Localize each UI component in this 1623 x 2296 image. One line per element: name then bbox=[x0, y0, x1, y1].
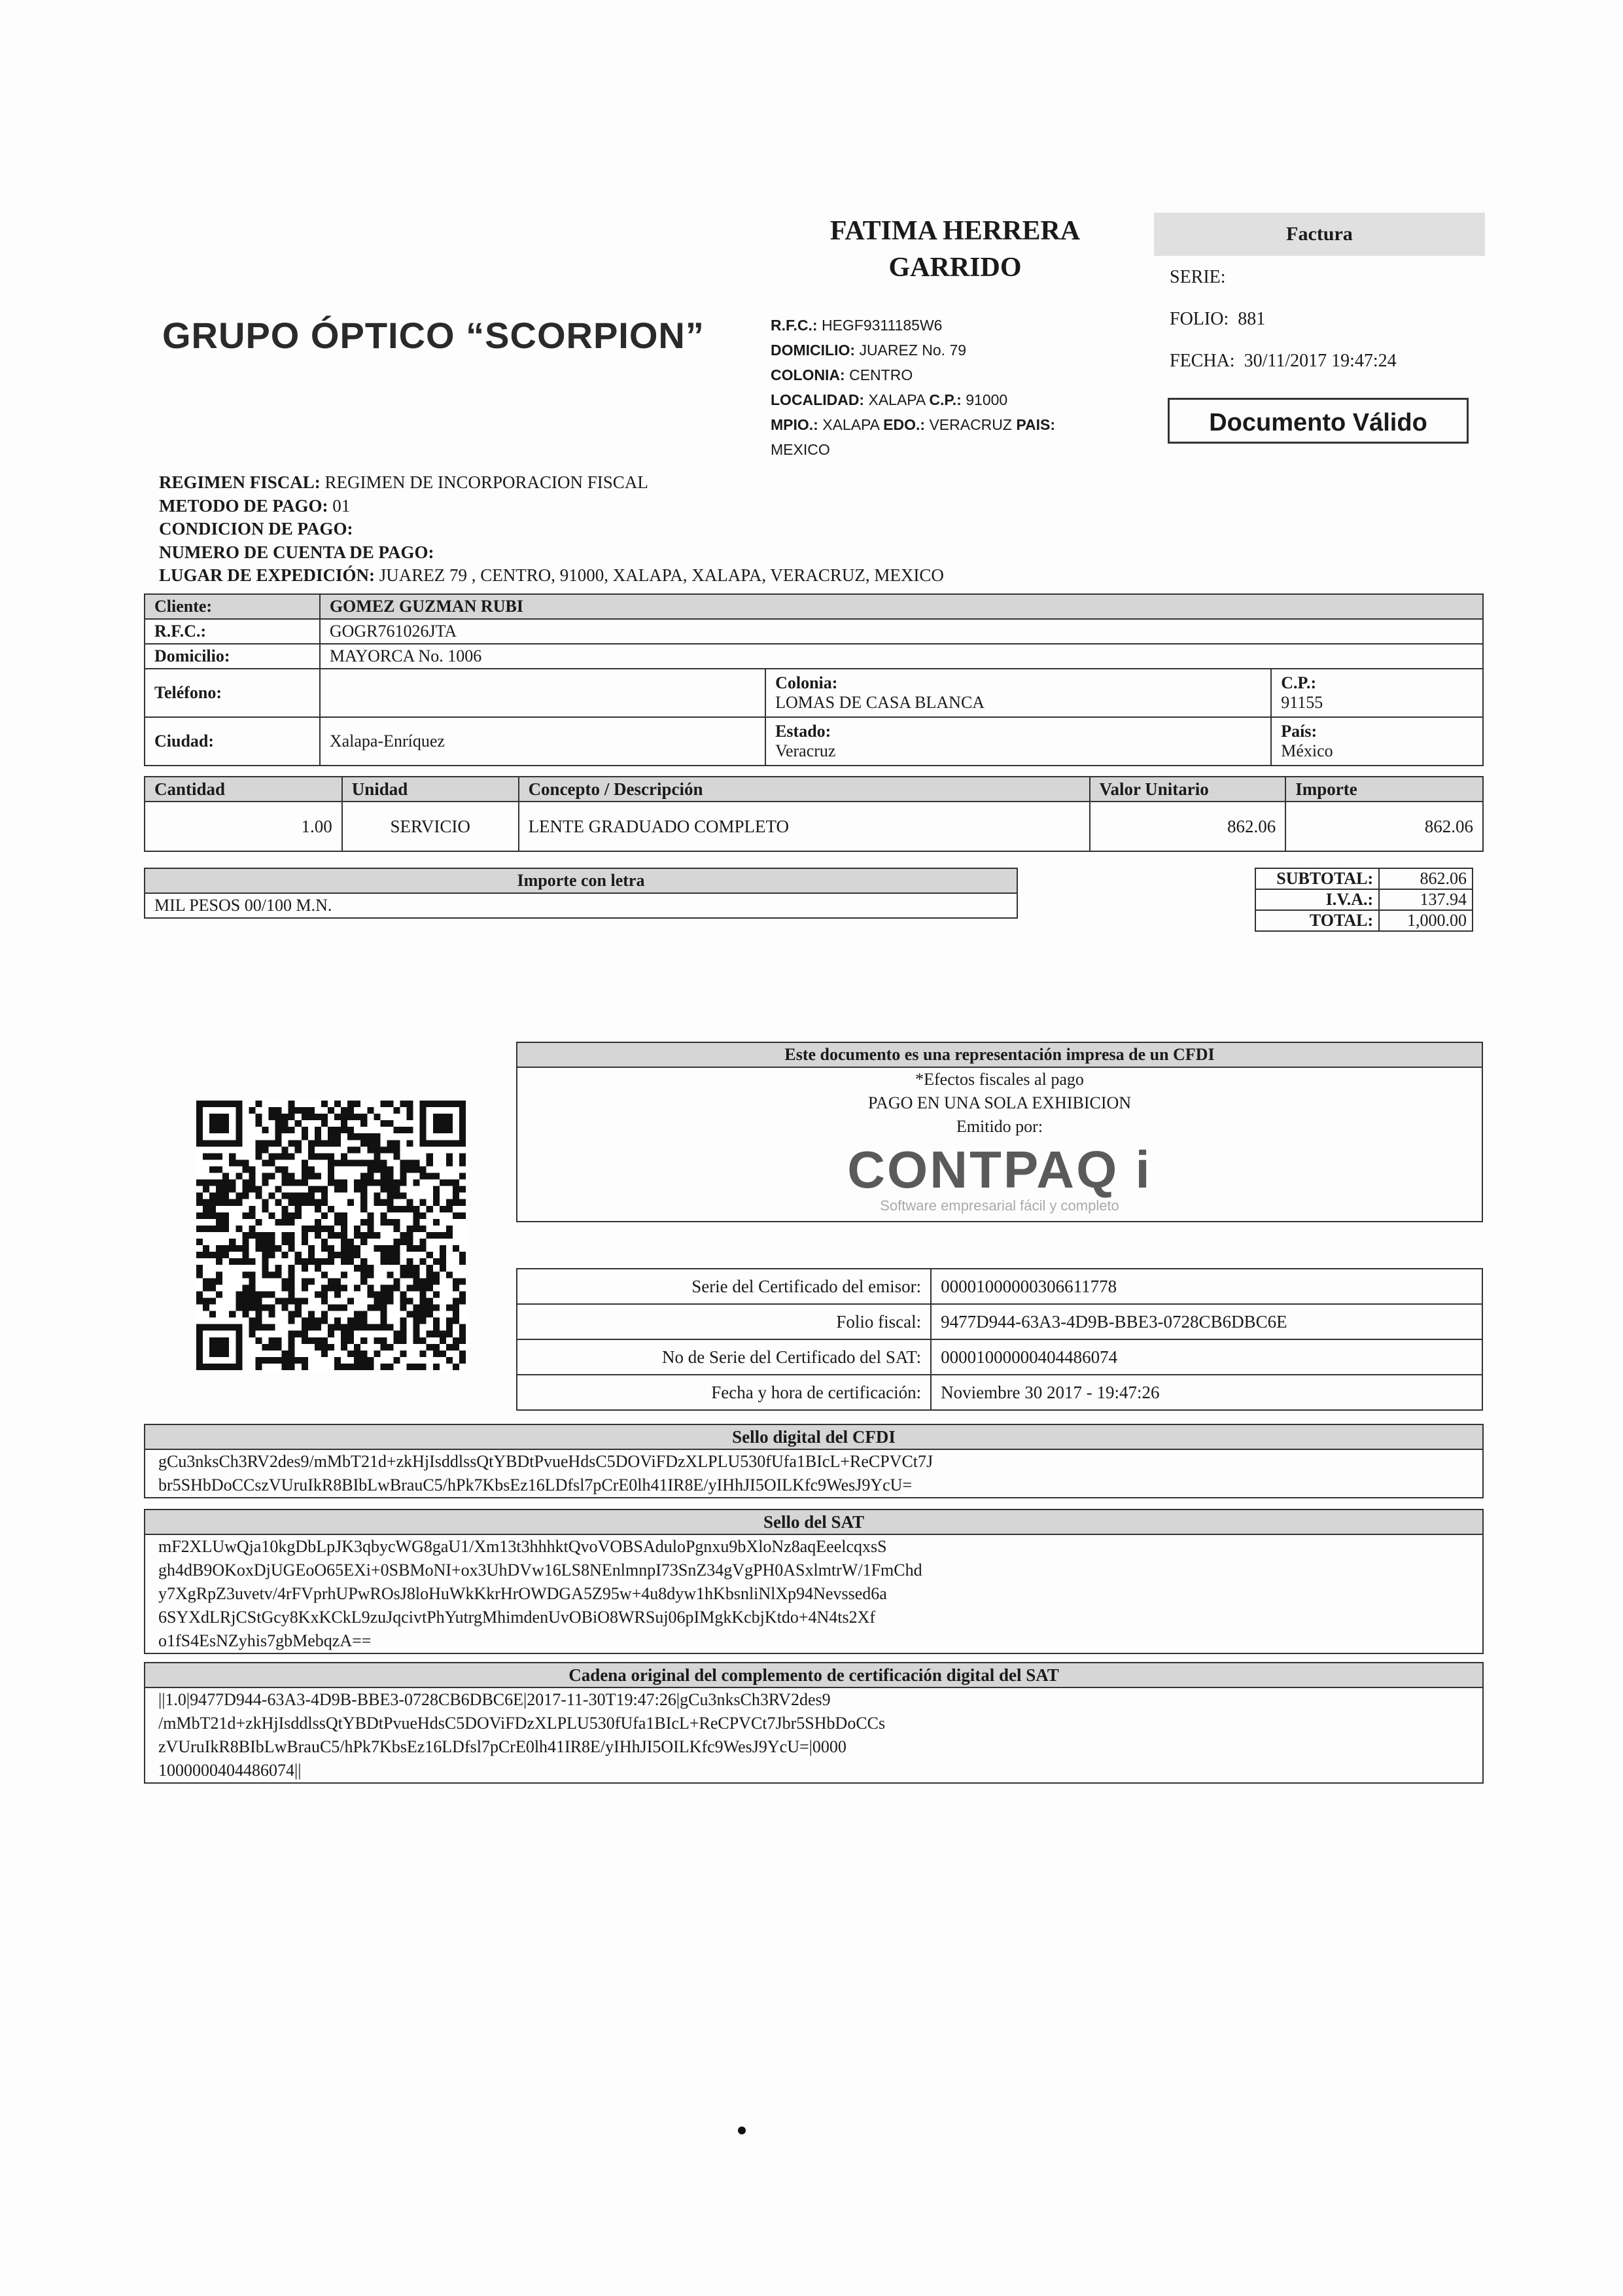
certificate-table bbox=[516, 1268, 1483, 1411]
fecha-value: 30/11/2017 19:47:24 bbox=[1244, 351, 1397, 371]
lugar-expedicion: JUAREZ 79 , CENTRO, 91000, XALAPA, XALAPA, VERACRUZ, MEXICO bbox=[379, 565, 944, 585]
issuer-pais: MEXICO bbox=[771, 441, 830, 458]
cert-sat-value: 00001000000404486074 bbox=[931, 1339, 1482, 1375]
cfdi-box bbox=[516, 1042, 1483, 1222]
cert-sat-label: No de Serie del Certificado del SAT: bbox=[517, 1339, 931, 1375]
client-domicilio-value: MAYORCA No. 1006 bbox=[320, 644, 1483, 669]
table-row bbox=[517, 1269, 1482, 1304]
sello-cfdi-header: Sello digital del CFDI bbox=[145, 1425, 1482, 1450]
col-concepto: Concepto / Descripción bbox=[519, 777, 1090, 802]
fecha-cert-label: Fecha y hora de certificación: bbox=[517, 1375, 931, 1410]
factura-header: Factura bbox=[1154, 213, 1485, 256]
client-cp-value: 91155 bbox=[1281, 693, 1323, 712]
regimen-fiscal: REGIMEN DE INCORPORACION FISCAL bbox=[324, 472, 648, 492]
iva-label: I.V.A.: bbox=[1255, 889, 1379, 910]
cliente-value: GOMEZ GUZMAN RUBI bbox=[320, 594, 1483, 619]
telefono-label: Teléfono: bbox=[145, 669, 320, 717]
cfdi-header: Este documento es una representación impresa de un CFDI bbox=[517, 1043, 1482, 1068]
metodo-pago: 01 bbox=[332, 495, 351, 516]
item-importe: 862.06 bbox=[1285, 802, 1483, 851]
telefono-value bbox=[320, 669, 765, 717]
total-value: 1,000.00 bbox=[1379, 910, 1473, 931]
ciudad-label: Ciudad: bbox=[145, 717, 320, 766]
subtotal-value: 862.06 bbox=[1379, 868, 1473, 889]
item-cantidad: 1.00 bbox=[145, 802, 342, 851]
folio-row: FOLIO: 881 bbox=[1170, 309, 1266, 329]
issuer-localidad: XALAPA bbox=[868, 391, 926, 408]
ciudad-value: Xalapa-Enríquez bbox=[320, 717, 765, 766]
cadena-original-header: Cadena original del complemento de certificación digital del SAT bbox=[145, 1663, 1482, 1688]
estado-cell: Estado: Veracruz bbox=[765, 717, 1271, 766]
pais-cell: País: México bbox=[1271, 717, 1483, 766]
sello-cfdi-text: gCu3nksCh3RV2des9/mMbT21d+zkHjIsddlssQtYBDtPvueHdsC5DOViFDzXLPLU530fUfa1BIcL+ReCPVCt7J br5SHbDoCCszVUruIkR8BIbLwBrauC5/hPk7KbsEz16LDfsl7pCrE0lh41IR8E/yIHhJI5OILKfc9WesJ9YcU= bbox=[158, 1452, 934, 1494]
item-valor: 862.06 bbox=[1090, 802, 1286, 851]
table-row bbox=[517, 1339, 1482, 1375]
cfdi-emitido: Emitido por: bbox=[956, 1117, 1043, 1136]
sello-sat-text: mF2XLUwQja10kgDbLpJK3qbycWG8gaU1/Xm13t3hhhktQvoVOBSAduloPgnxu9bXloNz8aqEeelcqxsS gh4dB9OKoxDjUGEoO65EXi+0SBMoNI+ox3UhDVw16LS8NEnlmnpI73SnZ34gVgPH0ASxlmtrW/1FmChd y7XgRpZ3uvetv/4rFVprhUPwROsJ8loHuWkKkrHrOWDGA5Z95w+4u8dyw1hKbsnliNlXp94Nevssed6a 6SYXdLRjCStGcy8KxKCkL9zuJqcivtPhYutrgMhimdenUvOBiO8WRSuj06pIMgkKcbjKtdo+4N4ts2Xf o1fS4EsNZyhis7gbMebqzA== bbox=[158, 1537, 922, 1650]
client-rfc-label: R.F.C.: bbox=[145, 619, 320, 644]
col-cantidad: Cantidad bbox=[145, 777, 342, 802]
items-table bbox=[144, 776, 1484, 852]
folio-value: 881 bbox=[1238, 309, 1266, 329]
importe-letra-value: MIL PESOS 00/100 M.N. bbox=[145, 893, 1017, 918]
client-domicilio-label: Domicilio: bbox=[145, 644, 320, 669]
cfdi-pago: PAGO EN UNA SOLA EXHIBICION bbox=[867, 1093, 1132, 1112]
folio-fiscal-value: 9477D944-63A3-4D9B-BBE3-0728CB6DBC6E bbox=[931, 1304, 1482, 1339]
valid-document-badge: Documento Válido bbox=[1168, 398, 1469, 444]
sello-sat-header: Sello del SAT bbox=[145, 1510, 1482, 1535]
fecha-cert-value: Noviembre 30 2017 - 19:47:26 bbox=[931, 1375, 1482, 1410]
issuer-domicilio: JUAREZ No. 79 bbox=[859, 342, 967, 359]
total-label: TOTAL: bbox=[1255, 910, 1379, 931]
cfdi-efectos: *Efectos fiscales al pago bbox=[915, 1070, 1084, 1089]
cert-emisor-value: 00001000000306611778 bbox=[931, 1269, 1482, 1304]
issuer-name bbox=[772, 213, 1138, 286]
client-colonia-value: LOMAS DE CASA BLANCA bbox=[775, 693, 985, 712]
sello-sat-section bbox=[144, 1509, 1484, 1654]
cadena-original-section bbox=[144, 1662, 1484, 1784]
client-table bbox=[144, 593, 1484, 766]
issuer-edo: VERACRUZ bbox=[929, 416, 1012, 433]
issuer-name-line1: FATIMA HERRERA bbox=[829, 216, 1081, 246]
table-row bbox=[145, 802, 1483, 851]
importe-letra-table bbox=[144, 868, 1018, 919]
issuer-mpio: XALAPA bbox=[822, 416, 879, 433]
iva-value: 137.94 bbox=[1379, 889, 1473, 910]
client-estado-value: Veracruz bbox=[775, 741, 836, 760]
serie-row: SERIE: bbox=[1170, 267, 1226, 287]
issuer-colonia: CENTRO bbox=[849, 366, 913, 383]
table-row bbox=[517, 1375, 1482, 1410]
item-concepto: LENTE GRADUADO COMPLETO bbox=[519, 802, 1090, 851]
col-unidad: Unidad bbox=[342, 777, 519, 802]
importe-letra-header: Importe con letra bbox=[145, 868, 1017, 893]
issuer-name-line2: GARRIDO bbox=[888, 253, 1022, 283]
client-pais-value: México bbox=[1281, 741, 1333, 760]
scan-dot bbox=[738, 2127, 746, 2134]
colonia-cell: Colonia: LOMAS DE CASA BLANCA bbox=[765, 669, 1271, 717]
totals-table bbox=[1255, 868, 1473, 932]
col-valor-unitario: Valor Unitario bbox=[1090, 777, 1286, 802]
folio-fiscal-label: Folio fiscal: bbox=[517, 1304, 931, 1339]
cert-emisor-label: Serie del Certificado del emisor: bbox=[517, 1269, 931, 1304]
fecha-row: FECHA: 30/11/2017 19:47:24 bbox=[1170, 351, 1397, 371]
sello-cfdi-section bbox=[144, 1424, 1484, 1498]
fiscal-info: REGIMEN FISCAL: REGIMEN DE INCORPORACION FISCAL METODO DE PAGO: 01 CONDICION DE PAGO: NUMERO DE CUENTA DE PAGO: LUGAR DE EXPEDICIÓN: JUAREZ 79 , CENTRO, 91000, XALAPA, XALAPA, VERACRUZ, MEXICO bbox=[159, 472, 944, 585]
qr-code-icon bbox=[196, 1101, 466, 1370]
table-row bbox=[517, 1304, 1482, 1339]
cliente-label: Cliente: bbox=[145, 594, 320, 619]
company-logo-text: GRUPO ÓPTICO “SCORPION” bbox=[162, 315, 705, 356]
subtotal-label: SUBTOTAL: bbox=[1255, 868, 1379, 889]
issuer-info: R.F.C.: HEGF9311185W6 DOMICILIO: JUAREZ No. 79 COLONIA: CENTRO LOCALIDAD: XALAPA C.P.: 91000 MPIO.: XALAPA EDO.: VERACRUZ PAIS: MEXICO bbox=[771, 313, 1137, 462]
cadena-original-text: ||1.0|9477D944-63A3-4D9B-BBE3-0728CB6DBC6E|2017-11-30T19:47:26|gCu3nksCh3RV2des9 /mMbT21d+zkHjIsddlssQtYBDtPvueHdsC5DOViFDzXLPLU530fUfa1BIcL+ReCPVCt7Jbr5SHbDoCCs zVUruIkR8BIbLwBrauC5/hPk7KbsEz16LDfsl7pCrE0lh41IR8E/yIHhJI5OILKfc9WesJ9YcU=|0000 1000000404486074|| bbox=[158, 1690, 886, 1780]
issuer-rfc: HEGF9311185W6 bbox=[821, 317, 943, 334]
issuer-cp: 91000 bbox=[966, 391, 1008, 408]
cp-cell: C.P.: 91155 bbox=[1271, 669, 1483, 717]
item-unidad: SERVICIO bbox=[342, 802, 519, 851]
contpaq-tagline: Software empresarial fácil y completo bbox=[880, 1197, 1119, 1214]
client-rfc-value: GOGR761026JTA bbox=[320, 619, 1483, 644]
contpaq-logo: CONTPAQ i bbox=[847, 1140, 1152, 1199]
col-importe: Importe bbox=[1285, 777, 1483, 802]
